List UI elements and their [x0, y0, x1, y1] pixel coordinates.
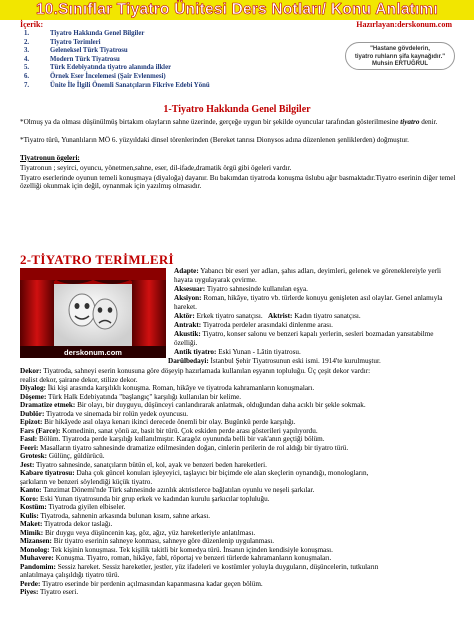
- theatre-stage-illustration: [20, 268, 166, 358]
- term-row: Aktör: Erkek tiyatro sanatçısı. Aktrist: Kadın tiyatro sanatçısı.: [174, 312, 361, 320]
- glossary-row: Jest: Tiyatro sahnesinde, sanatçıların bütün el, kol, ayak ve benzeri beden hareketleri.: [20, 460, 267, 469]
- theatre-stage-image: [20, 268, 166, 358]
- toc-item[interactable]: 6. Örnek Eser İncelemesi (Şair Evlenmesi): [24, 72, 166, 80]
- glossary-row: Fasıl: Bölüm. Tiyatroda perde karşılığı kullanılmıştır. Karagöz oyununda belli bir vak'anın geçtiği bölüm.: [20, 435, 325, 443]
- contents-label: İçerik:: [20, 20, 44, 29]
- glossary-row: Feeri: Masalların tiyatro sahnesinde dramatize edilmesinden doğan, cinlerin perilerin de rol aldığı bir tiyatro türü.: [20, 443, 349, 452]
- glossary-row: Epizot: Bir hikâyede asıl olaya kenarı ikinci derecede önemli bir olay. Bugünkü perde karşılığı.: [20, 418, 296, 426]
- glossary-row: Kabare tiyatrosu: Daha çok güncel konuları işleyeyici, taşlayıcı bir biçimde ele alan skeçlerin oynandığı, monologların,: [20, 469, 369, 477]
- term-row: Antik tiyatro: Eski Yunan - Lâtin tiyatrosu.: [174, 348, 301, 356]
- glossary-row: Kostüm: Tiyatroda giyilen elbiseler.: [20, 503, 126, 511]
- section-2-title: 2-TİYATRO TERİMLERİ: [20, 252, 174, 267]
- toc-item[interactable]: 2. Tiyatro Terimleri: [24, 38, 101, 46]
- section-1-title: 1-Tiyatro Hakkında Genel Bilgiler: [163, 104, 311, 115]
- glossary-row: Kulis: Tiyatroda, sahnenin arkasında bulunan kısım, sahne arkası.: [20, 511, 211, 520]
- glossary-row: Fars (Farce): Komedinin, sanat yönü az, basit bir türü. Çok eskiden perde arası gösterileri yapılıyordu.: [20, 426, 318, 435]
- glossary-row: Dekor: Tiyatroda, sahneyi eserin konusuna göre döşeyip hazırlamada kullanılan eşyanın topluluğu. Üç çeşit dekor vardır:: [20, 367, 371, 375]
- glossary-row: Kanto: Tanzimat Dönemi'nde Türk sahnesinde azınlık aktristlerce bağlatılan oyunlu ve neşeli şarkılar.: [20, 486, 315, 494]
- section-1-paragraph-4: Tiyatro eserlerinde oyunun temeli konuşmaya (diyaloğa) dayanır. Bu bakımdan tiyatroda konuşma üslubu ağır basmaktadır.Tiyatro eserinin diğer temel özelliği okunmak için değil, oynanmak için yazılmış olmasıdır.: [20, 174, 456, 191]
- glossary-row: Piyes: Tiyatro eseri.: [20, 588, 79, 596]
- glossary-row: Maket: Tiyatroda dekor taslağı.: [20, 520, 113, 528]
- term-row: Adapte: Yabancı bir eseri yer adları, şahıs adları, deyimleri, gelenek ve göreneklereiyle yerli hayata uygulayarak çevirme.: [174, 267, 442, 284]
- toc-item[interactable]: 4. Modern Türk Tiyatrosu: [24, 55, 120, 63]
- glossary-row: Monolog: Tek kişinin konuşması. Tek kişilik takitli bir komedya türü. İnsanın içinden kendisiyle konuşması.: [20, 545, 333, 554]
- table-of-contents: [24, 30, 324, 90]
- header-row: [20, 20, 452, 30]
- glossary-row: Mizansen: Bir tiyatro eserinin sahneye konması, sahneye göre düzenlenip uygulanması.: [20, 537, 275, 545]
- glossary-row: Perde: Tiyatro eserinde bir perdenin açılmasından kapanmasına kadar geçen bölüm.: [20, 579, 263, 588]
- glossary-row: Pandomim: Sessiz hareket. Sessiz hareketler, jestler, yüz ifadeleri ve kostümler yoluyla duyguların, düşüncelerin, tutkuların: [20, 562, 379, 571]
- section-1-paragraph-3: Tiyatronun ; seyirci, oyuncu, yönetmen,sahne, eser, dil-ifade,dramatik örgü gibi ögeleri vardır.: [20, 164, 292, 172]
- glossary-row: Mimik: Bir duygu veya düşüncenin kaş, göz, ağız, yüz hareketleriyle anlatılması.: [20, 528, 256, 537]
- document-title: 10.Sınıflar Tiyatro Ünitesi Ders Notları/ Konu Anlatımı: [35, 1, 439, 18]
- glossary-row: Dramatize etmek: Bir olayı, bir duyguyu, düşünceyi canlandırarak anlatmak, oldu​ğundan daha acıklı bir şekle sokmak.: [20, 401, 366, 409]
- glossary-row: Koro: Eski Yunan tiyatrosunda bir grup erkek ve kadından kurulu şarkıcılar topluluğu.: [20, 494, 270, 503]
- term-row: Darülbedayi: İstanbul Şehir Tiyatrosunun eski ismi. 1914'te kurulmuştur.: [168, 357, 381, 365]
- glossary-row: Döşeme: Türk Halk Edebiyatında "başlangıç" karşılığı kullanılan bir kelime.: [20, 392, 242, 401]
- glossary-row: şarkıların ve benzeri söylendiği küçük tiyatro.: [20, 477, 153, 486]
- quote-callout: [345, 42, 455, 70]
- image-caption: derskonum.com: [64, 348, 122, 357]
- quote-line-2: tiyatro ruhların şifa kaynağıdır.": [354, 53, 446, 60]
- term-row: Akustik: Tiyatro, konser salonu ve benzeri kapalı yerlerin, sesleri bozmadan yansıtabilme özelliği.: [174, 330, 434, 347]
- glossary-row: Diyalog: İki kişi arasında karşılıklı konuşma. Roman, hikâye ve tiyatroda kahramanların konuşmaları.: [20, 384, 315, 392]
- section-1-paragraph-1: *Olmuş ya da olması düşünülmüş birtakım olayların sahne üzerinde, gerçeğe uygun bir şekilde oyuncular tarafından gösterilmesine tiyatro denir.: [20, 118, 438, 126]
- toc-item[interactable]: 1. Tiyatro Hakkında Genel Bilgiler: [24, 30, 145, 37]
- toc-item[interactable]: 7. Ünite İle İlgili Önemli Sanatçıların Fikrive Edebi Yönü: [24, 81, 210, 89]
- quote-line-1: "Hastane gövdelerin,: [370, 46, 430, 52]
- toc-item[interactable]: 5. Türk Edebiyatında tiyatro alanında ilkler: [24, 64, 172, 72]
- glossary-row: realist dekor, şairane dekor, stilize dekor.: [20, 375, 138, 384]
- quote-author: Muhsin ERTUĞRUL: [372, 61, 428, 67]
- glossary-row: Dublör: Tiyatroda ve sinemada bir rolün yedek oyuncusu.: [20, 409, 189, 418]
- glossary-row: Muhavere: Konuşma. Tiyatro, roman, hikâye, fabl, röportaj ve benzeri türlerde kahramanların konuşmaları.: [20, 554, 332, 562]
- term-row: Antrakt: Tiyatroda perdeler arasındaki dinlenme arası.: [174, 321, 333, 329]
- term-row: Aksiyon: Roman, hikâye, tiyatro vb. türlerde konuyu genişleten asıl olaylar. Genel anlamıyla hareket.: [174, 294, 443, 311]
- elements-subtitle: Tiyatronun ögeleri:: [20, 154, 80, 162]
- glossary-row: Grotesk: Gülünç, güldürücü.: [20, 452, 105, 460]
- term-row: Aksesuar: Tiyatro sahnesinde kullanılan eşya.: [174, 285, 308, 293]
- section-1-paragraph-2: *Tiyatro türü, Yunanlıların MÖ 6. yüzyıldaki dinsel törenlerinden (Bereket tanrısı Dionysos adına düzenlenen şenliklerden) doğmuştur.: [20, 136, 409, 144]
- toc-item[interactable]: 3. Geleneksel Türk Tiyatrosu: [24, 47, 128, 55]
- glossary-row: anlatılmaya çalışıldığı tiyatro türü.: [20, 571, 120, 579]
- prepared-by-link[interactable]: Hazırlayan:derskonum.com: [356, 20, 452, 29]
